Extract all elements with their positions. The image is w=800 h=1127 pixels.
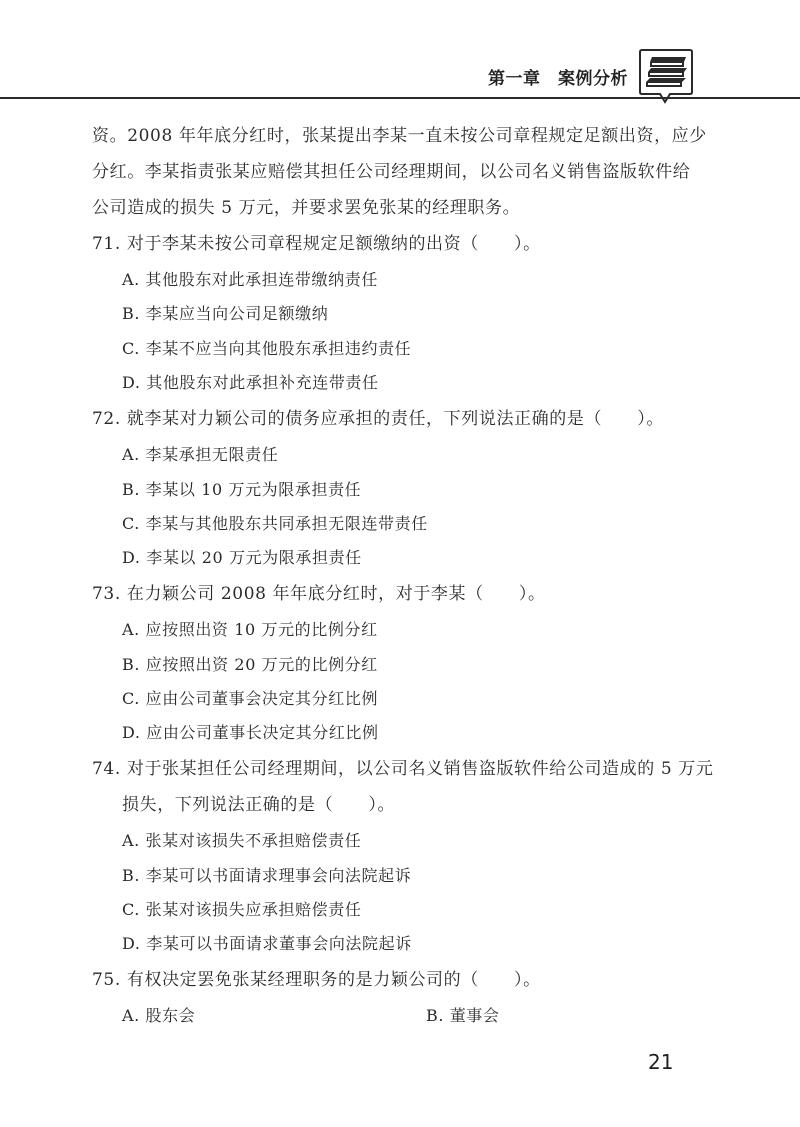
question-73	[92, 584, 546, 604]
intro-line: 资。2008 年年底分红时，张某提出李某一直未按公司章程规定足额出资，应少	[92, 126, 707, 146]
question-stem: 对于李某未按公司章程规定足额缴纳的出资（ ）。	[126, 234, 541, 254]
option-item	[122, 373, 379, 393]
option-text: 应按照出资 10 万元的比例分红	[145, 620, 378, 639]
option-label: C.	[122, 900, 140, 919]
question-stem: 就李某对力颖公司的债务应承担的责任，下列说法正确的是（ ）。	[126, 409, 664, 429]
option-item	[122, 339, 411, 359]
option-label: C.	[122, 339, 140, 358]
question-75	[92, 970, 541, 990]
question-stem: 对于张某担任公司经理期间，以公司名义销售盗版软件给公司造成的 5 万元	[126, 759, 714, 779]
option-item	[122, 723, 379, 743]
option-item	[122, 270, 378, 290]
option-text: 李某可以书面请求理事会向法院起诉	[145, 866, 412, 885]
option-label: C.	[122, 689, 140, 708]
option-item	[122, 514, 428, 534]
option-text: 张某对该损失应承担赔偿责任	[145, 900, 362, 919]
option-label: A.	[122, 620, 140, 639]
question-number: 72.	[92, 409, 121, 429]
option-item	[426, 1006, 500, 1026]
option-text: 应按照出资 20 万元的比例分红	[145, 655, 378, 674]
option-text: 李某与其他股东共同承担无限连带责任	[145, 514, 428, 533]
option-text: 其他股东对此承担连带缴纳责任	[145, 270, 378, 289]
option-label: A.	[122, 1006, 140, 1025]
option-text: 股东会	[145, 1006, 196, 1025]
question-stem: 有权决定罢免张某经理职务的是力颖公司的（ ）。	[126, 970, 541, 990]
question-stem-continued: 损失，下列说法正确的是（ ）。	[122, 795, 396, 815]
option-text: 应由公司董事会决定其分红比例	[145, 689, 379, 708]
option-label: B.	[122, 304, 141, 323]
option-item	[122, 655, 378, 675]
option-item	[122, 689, 378, 709]
option-text: 李某可以书面请求董事会向法院起诉	[146, 934, 412, 953]
option-item	[122, 900, 361, 920]
question-74	[92, 759, 713, 779]
option-label: B.	[426, 1006, 445, 1025]
header-rule	[0, 97, 800, 99]
option-label: D.	[122, 373, 141, 392]
option-item	[122, 1006, 195, 1026]
option-item	[122, 831, 361, 851]
question-71	[92, 234, 541, 254]
option-text: 张某对该损失不承担赔偿责任	[145, 831, 362, 850]
option-text: 李某承担无限责任	[145, 445, 279, 464]
question-72	[92, 409, 664, 429]
option-label: D.	[122, 934, 141, 953]
option-item	[122, 304, 328, 324]
option-label: A.	[122, 445, 140, 464]
option-item	[122, 866, 411, 886]
option-label: D.	[122, 548, 141, 567]
option-text: 李某不应当向其他股东承担违约责任	[145, 339, 412, 358]
question-number: 73.	[92, 584, 121, 604]
option-label: B.	[122, 480, 141, 499]
option-text: 应由公司董事长决定其分红比例	[146, 723, 379, 742]
option-item	[122, 445, 278, 465]
page-number: 21	[648, 1050, 674, 1074]
intro-line: 公司造成的损失 5 万元，并要求罢免张某的经理职务。	[92, 198, 521, 218]
option-label: D.	[122, 723, 141, 742]
option-label: A.	[122, 831, 140, 850]
question-number: 75.	[92, 970, 121, 990]
chapter-title: 第一章 案例分析	[488, 69, 628, 89]
option-label: A.	[122, 270, 140, 289]
option-text: 董事会	[449, 1006, 500, 1025]
option-label: B.	[122, 866, 141, 885]
option-text: 李某以 10 万元为限承担责任	[145, 480, 362, 499]
intro-line: 分红。李某指责张某应赔偿其担任公司经理期间，以公司名义销售盗版软件给	[92, 162, 691, 182]
option-item	[122, 934, 412, 954]
option-text: 李某应当向公司足额缴纳	[145, 304, 329, 323]
option-item	[122, 480, 361, 500]
option-item	[122, 548, 362, 568]
option-text: 其他股东对此承担补充连带责任	[146, 373, 379, 392]
question-number: 74.	[92, 759, 121, 779]
question-stem: 在力颖公司 2008 年年底分红时，对于李某（ ）。	[126, 584, 546, 604]
option-label: B.	[122, 655, 141, 674]
question-number: 71.	[92, 234, 121, 254]
option-item	[122, 620, 378, 640]
option-label: C.	[122, 514, 140, 533]
option-text: 李某以 20 万元为限承担责任	[146, 548, 362, 567]
